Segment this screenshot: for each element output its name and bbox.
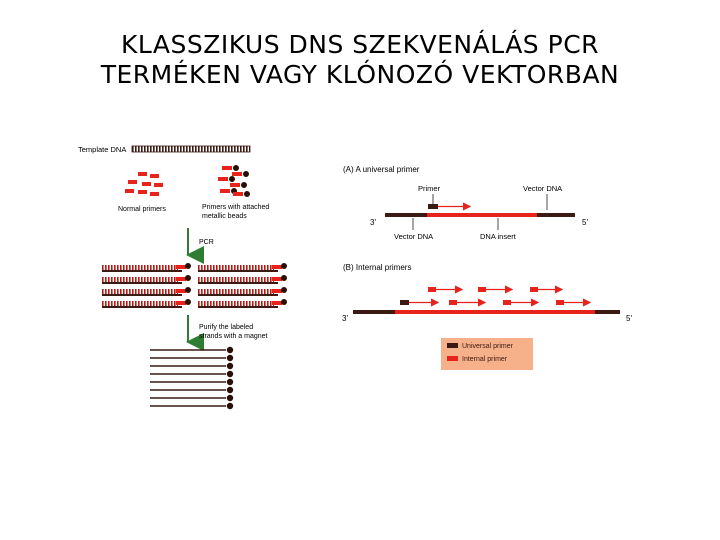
panel-b-vector-right [595,310,620,314]
panel-b [342,263,632,323]
panel-b-end-3: 3' [342,314,348,323]
slide-title-line-2: TERMÉKEN VAGY KLÓNOZÓ VEKTORBAN [100,60,620,89]
legend [441,338,533,370]
template-dna-strand [132,146,250,152]
panel-b-vector-left [353,310,395,314]
vector-dna-top-label: Vector DNA [523,184,563,193]
bead-primers-label-2: metallic beads [202,213,247,220]
legend-internal-label: Internal primer [462,356,508,363]
dna-insert-label: DNA insert [480,232,516,241]
slide-title-line-1: KLASSZIKUS DNS SZEKVENÁLÁS PCR [120,30,600,59]
vector-dna-left [385,213,427,217]
purify-label-1: Purify the labeled [199,324,254,331]
template-dna-label: Template DNA [78,145,127,154]
internal-primers [428,287,590,305]
panel-a-end-3: 3' [370,218,376,227]
panel-a [343,165,588,241]
panel-a-end-5: 5' [582,218,588,227]
legend-universal-label: Universal primer [462,343,513,350]
normal-primers-label: Normal primers [118,206,166,213]
legend-universal-swatch [447,343,458,348]
normal-primers-cluster [125,172,163,196]
panel-a-heading: (A) A universal primer [343,165,420,174]
dna-insert [427,213,537,217]
left-panel [78,145,287,409]
legend-internal-swatch [447,356,458,361]
vector-dna-right [537,213,575,217]
purified-beads [227,347,233,409]
universal-primer-b [400,300,409,305]
pcr-label: PCR [199,239,214,246]
purify-label-2: strands with a magnet [199,333,268,340]
pcr-products [102,263,287,308]
bead-primers-cluster [218,165,250,197]
bead-primers-label-1: Primers with attached [202,204,270,211]
universal-primer-a [428,204,438,209]
vector-dna-bottom-label: Vector DNA [394,232,434,241]
purified-strands [150,350,226,406]
primer-label: Primer [418,184,441,193]
panel-b-insert [395,310,595,314]
panel-b-end-5: 5' [626,314,632,323]
panel-b-heading: (B) Internal primers [343,263,412,272]
